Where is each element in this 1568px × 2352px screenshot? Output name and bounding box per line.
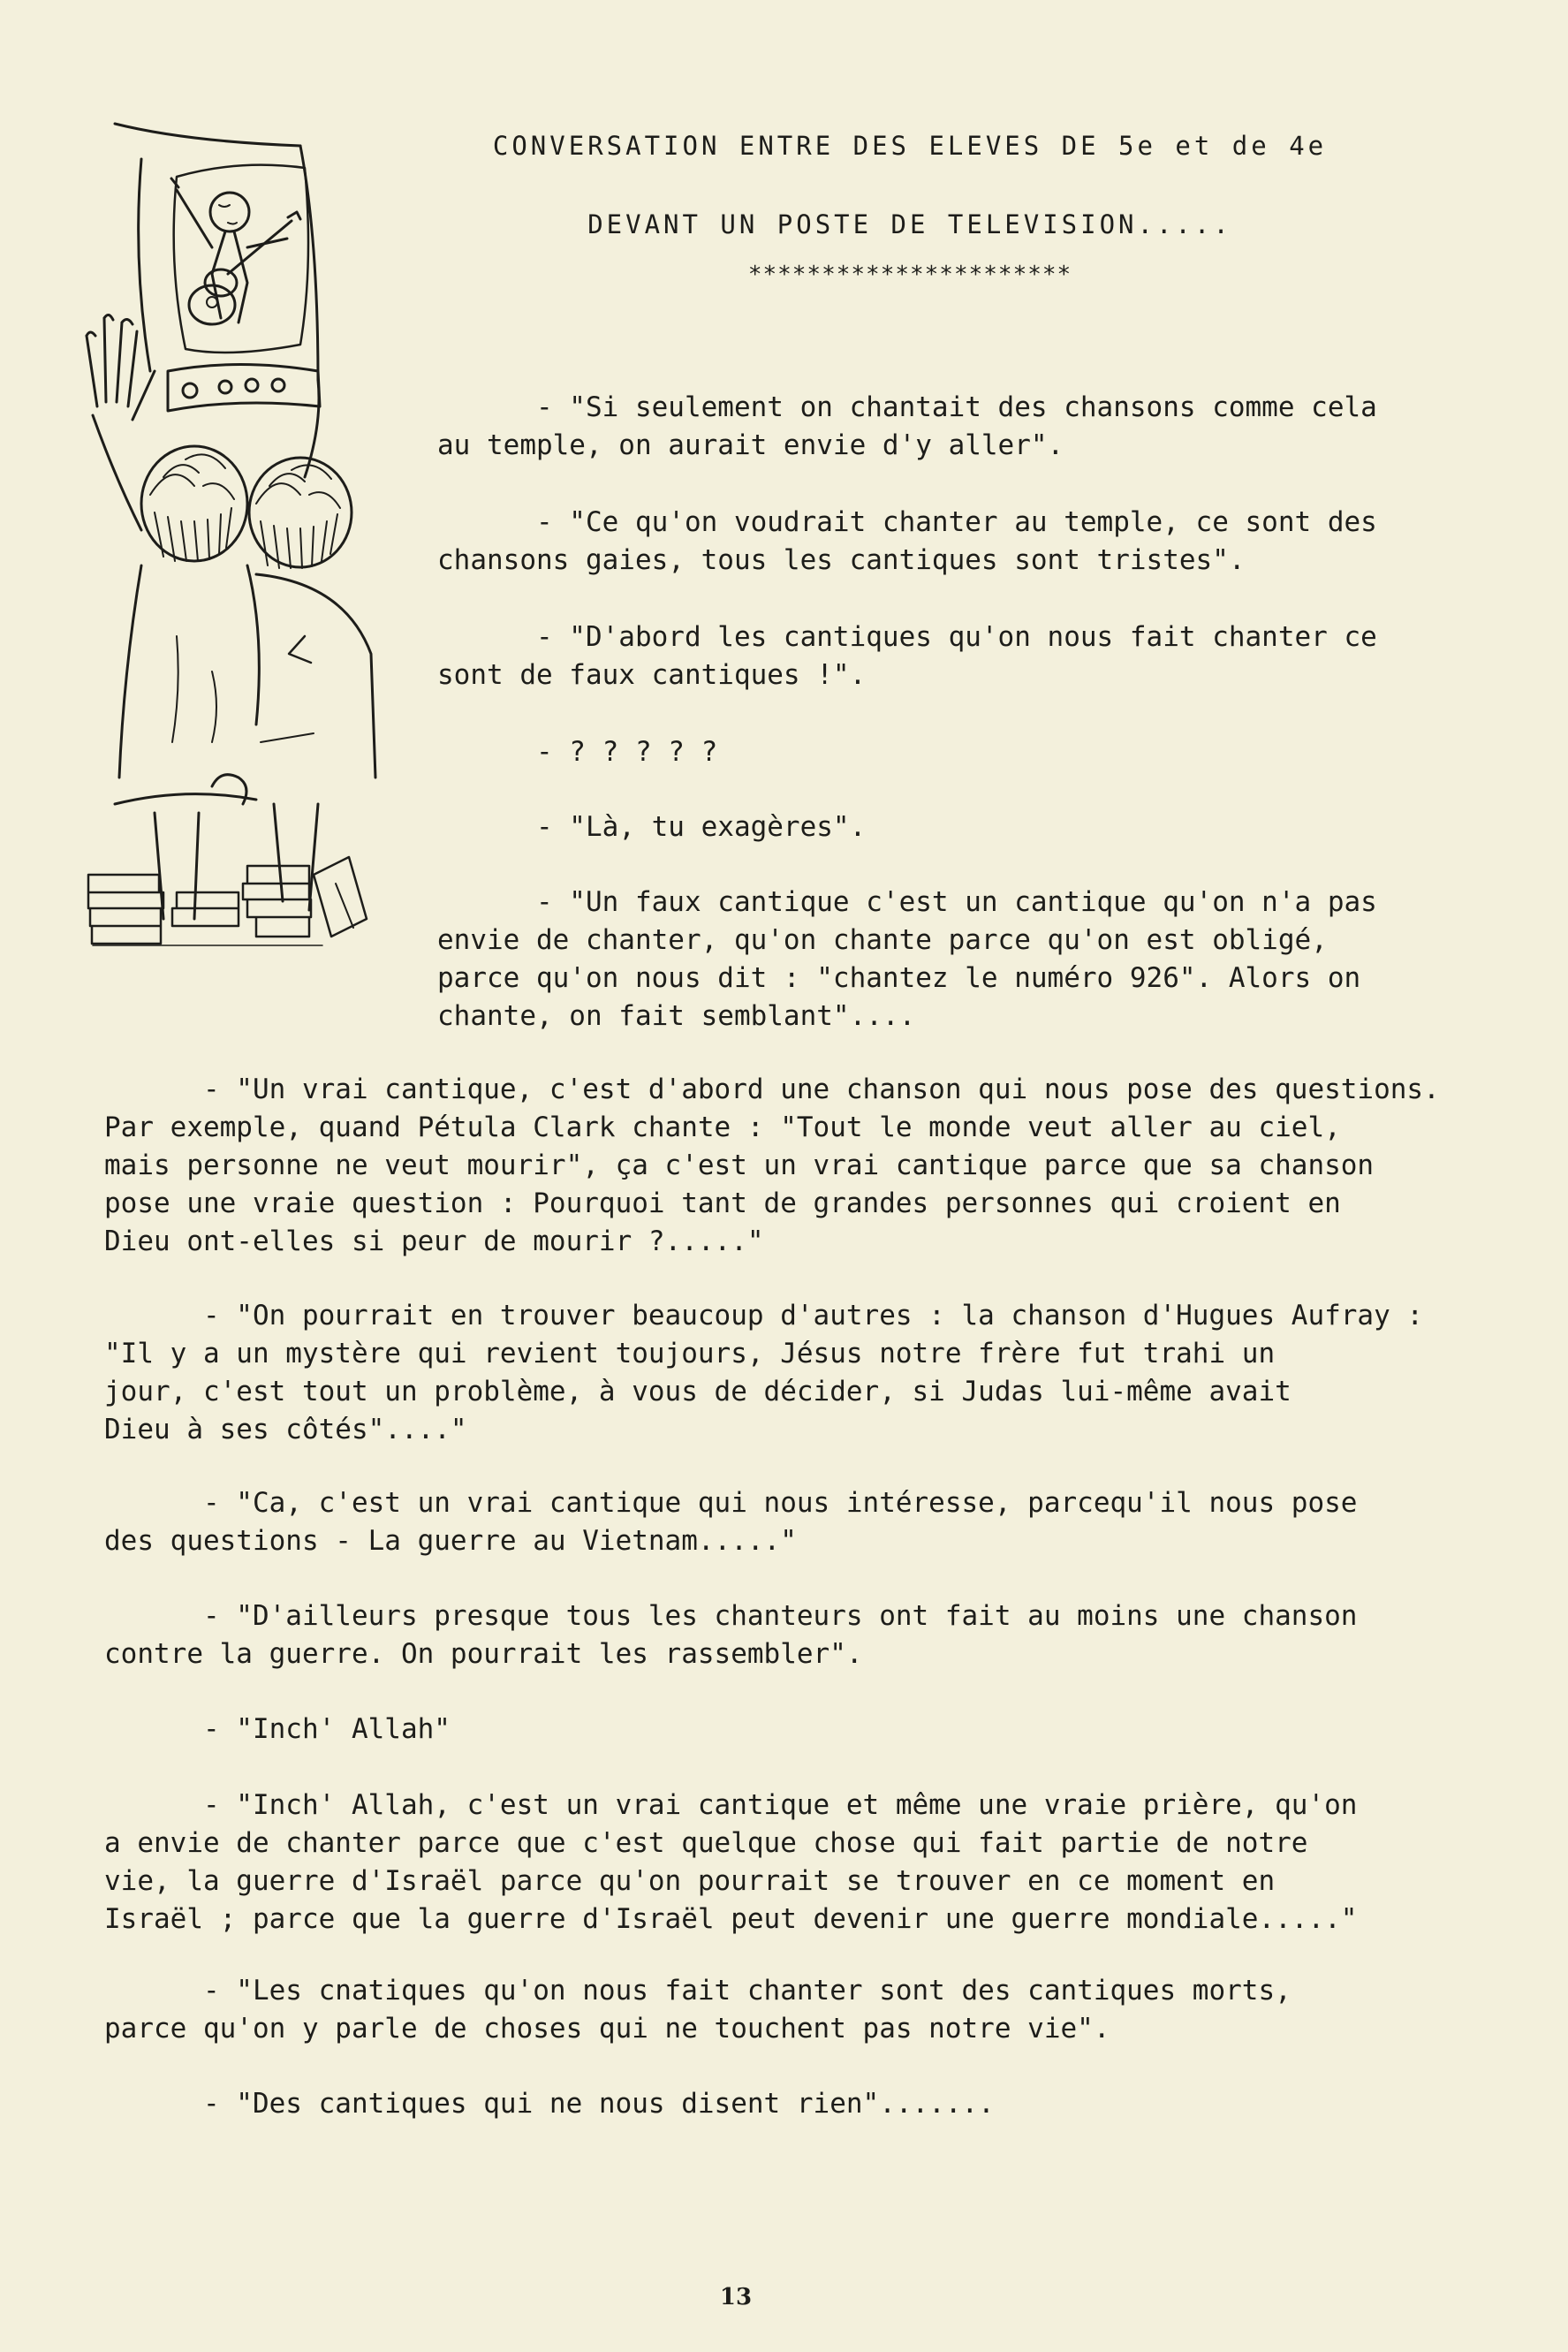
page-number: 13 xyxy=(719,2284,753,2310)
dialogue-line-6: - "Un faux cantique c'est un cantique qu'on n'a pas envie de chanter, qu'on chante parce qu'on est obligé, parce qu'on nous dit : "chantez le numéro 926". Alors on chante, on fait semblant".... xyxy=(437,886,1377,1032)
dialogue-line-1: - "Si seulement on chantait des chansons comme cela au temple, on aurait envie d'y aller". xyxy=(437,391,1377,461)
dialogue-line-8: - "On pourrait en trouver beaucoup d'autres : la chanson d'Hugues Aufray : "Il y a un mystère qui revient toujours, Jésus notre frère fut trahi un jour, c'est tout un problème, à vous de décider, si Judas lui-même avait Dieu à ses côtés"...." xyxy=(104,1300,1424,1445)
title-separator: ********************** xyxy=(747,262,1072,288)
title-line-1: CONVERSATION ENTRE DES ELEVES DE 5e et de 4e xyxy=(492,131,1328,161)
dialogue-line-11: - "Inch' Allah" xyxy=(104,1713,451,1745)
illustration-children-watching-tv xyxy=(80,106,415,981)
dialogue-line-7: - "Un vrai cantique, c'est d'abord une chanson qui nous pose des questions. Par exemple, quand Pétula Clark chante : "Tout le monde veut aller au ciel, mais personne ne veut mourir", ça c'est un vrai cantique parce que sa chanson pose une vraie question : Pourquoi tant de grandes personnes qui croient en Dieu ont-elles si peur de mourir ?....." xyxy=(104,1074,1440,1257)
dialogue-line-3: - "D'abord les cantiques qu'on nous fait chanter ce sont de faux cantiques !". xyxy=(437,621,1377,691)
dialogue-line-10: - "D'ailleurs presque tous les chanteurs ont fait au moins une chanson contre la guerre. On pourrait les rassembler". xyxy=(104,1600,1358,1670)
dialogue-line-4: - ? ? ? ? ? xyxy=(437,736,718,768)
title-line-2: DEVANT UN POSTE DE TELEVISION..... xyxy=(587,209,1232,239)
dialogue-line-13: - "Les cnatiques qu'on nous fait chanter sont des cantiques morts, parce qu'on y parle de choses qui ne touchent pas notre vie". xyxy=(104,1975,1292,2045)
dialogue-line-2: - "Ce qu'on voudrait chanter au temple, ce sont des chansons gaies, tous les cantiques sont tristes". xyxy=(437,506,1377,576)
dialogue-line-12: - "Inch' Allah, c'est un vrai cantique et même une vraie prière, qu'on a envie de chanter parce que c'est quelque chose qui fait partie de notre vie, la guerre d'Israël parce qu'on pourrait se trouver en ce moment en Israël ; parce que la guerre d'Israël peut devenir une guerre mondiale....." xyxy=(104,1789,1358,1935)
dialogue-line-5: - "Là, tu exagères". xyxy=(437,811,867,843)
dialogue-line-14: - "Des cantiques qui ne nous disent rien"....... xyxy=(104,2088,995,2120)
dialogue-line-9: - "Ca, c'est un vrai cantique qui nous intéresse, parcequ'il nous pose des questions - La guerre au Vietnam....." xyxy=(104,1487,1358,1557)
